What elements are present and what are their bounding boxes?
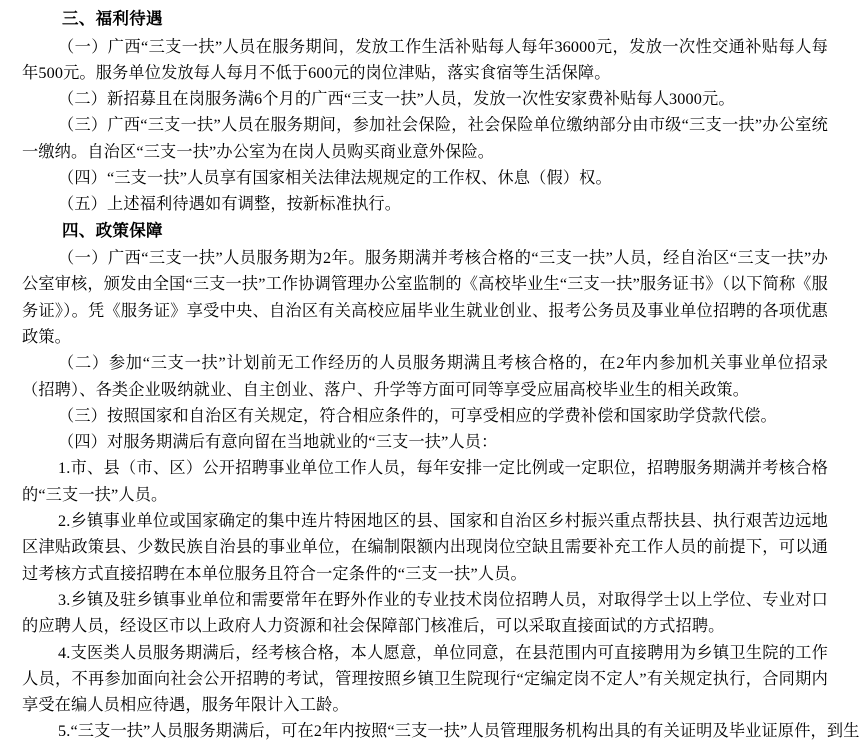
- paragraph-benefits-5: （五）上述福利待遇如有调整，按新标准执行。: [58, 195, 402, 214]
- paragraph-policy-4-4: 4.支医类人员服务期满后，经考核合格，本人愿意，单位同意，在县范围内可直接聘用为乡镇卫生院的工作人员，不再参加面向社会公开招聘的考试，管理按照乡镇卫生院现行“定编定岗不定人”有关规定执行，合同期内享受在编人员相应待遇，服务年限计入工龄。: [22, 643, 828, 715]
- paragraph-benefits-2: （二）新招募且在岗服务满6个月的广西“三支一扶”人员，发放一次性安家费补贴每人3000元。: [58, 90, 735, 109]
- paragraph-policy-4-3: 3.乡镇及驻乡镇事业单位和需要常年在野外作业的专业技术岗位招聘人员，对取得学士以上学位、专业对口的应聘人员，经设区市以上政府人力资源和社会保障部门核准后，可以采取直接面试的方式招聘。: [22, 590, 828, 636]
- paragraph-policy-2: （二）参加“三支一扶”计划前无工作经历的人员服务期满且考核合格的，在2年内参加机关事业单位招录（招聘）、各类企业吸纳就业、自主创业、落户、升学等方面可同等享受应届高校毕业生的相关政策。: [22, 354, 828, 399]
- paragraph-policy-1: （一）广西“三支一扶”人员服务期为2年。服务期满并考核合格的“三支一扶”人员，经自治区“三支一扶”办公室审核，颁发由全国“三支一扶”工作协调管理办公室监制的《高校毕业生“三支一扶”服务证书》（以下简称《服务证》）。凭《服务证》享受中央、自治区有关高校应届毕业生就业创业、报考公务员及事业单位招聘的各项优惠政策。: [22, 249, 828, 346]
- section-heading-benefits: 三、福利待遇: [62, 10, 163, 28]
- paragraph-policy-3: （三）按照国家和自治区有关规定，符合相应条件的，可享受相应的学费补偿和国家助学贷款代偿。: [58, 406, 777, 425]
- paragraph-policy-4-5: 5.“三支一扶”人员服务期满后，可在2年内按照“三支一扶”人员管理服务机构出具的有关证明及毕业证原件，到生: [58, 722, 860, 741]
- paragraph-policy-4: （四）对服务期满后有意向留在当地就业的“三支一扶”人员：: [58, 433, 498, 452]
- paragraph-policy-4-1: 1.市、县（市、区）公开招聘事业单位工作人员，每年安排一定比例或一定职位，招聘服务期满并考核合格的“三支一扶”人员。: [22, 459, 828, 504]
- section-heading-policy: 四、政策保障: [62, 221, 163, 240]
- paragraph-policy-4-2: 2.乡镇事业单位或国家确定的集中连片特困地区的县、国家和自治区乡村振兴重点帮扶县、执行艰苦边远地区津贴政策县、少数民族自治县的事业单位，在编制限额内出现岗位空缺且需要补充工作人员的前提下，可以通过考核方式直接招聘在本单位服务且符合一定条件的“三支一扶”人员。: [22, 512, 828, 583]
- paragraph-benefits-1: （一）广西“三支一扶”人员在服务期间，发放工作生活补贴每人每年36000元，发放一次性交通补贴每人每年500元。服务单位发放每人每月不低于600元的岗位津贴，落实食宿等生活保障。: [22, 37, 828, 82]
- paragraph-benefits-3: （三）广西“三支一扶”人员在服务期间，参加社会保险，社会保险单位缴纳部分由市级“三支一扶”办公室统一缴纳。自治区“三支一扶”办公室为在岗人员购买商业意外保险。: [22, 116, 828, 161]
- paragraph-benefits-4: （四）“三支一扶”人员享有国家相关法律法规规定的工作权、休息（假）权。: [58, 168, 612, 187]
